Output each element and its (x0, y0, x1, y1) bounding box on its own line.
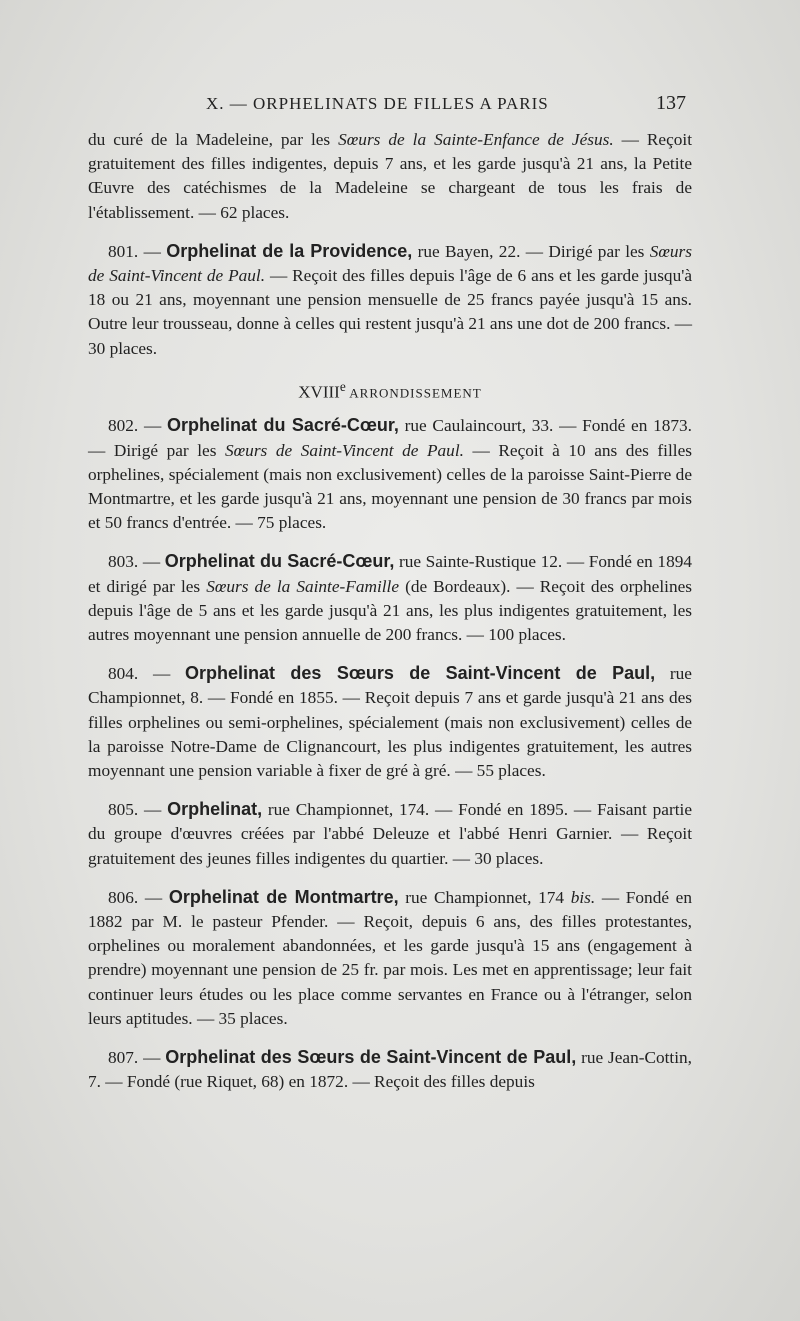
page-header (86, 92, 686, 122)
entry-801 (88, 239, 692, 361)
section-sup: e (339, 378, 346, 394)
entry-806 (88, 885, 692, 1031)
entry-804 (88, 661, 692, 783)
entry-italic: Sœurs de la Sainte-Famille (206, 576, 400, 596)
entry-title: Orphelinat de la Providence, (166, 240, 413, 261)
entry-number: 806. — (108, 887, 169, 907)
entry-text: — Reçoit des filles depuis l'âge de 6 ans et les garde jusqu'à 18 ou 21 ans, moyennant une pension mensuelle de 25 francs payée jusqu'à 15 ans. Outre leur trousseau, donne à celles qui restent jusqu'à 21 ans une dot de 200 francs. — 30 places. (88, 266, 692, 358)
running-title: X. — ORPHELINATS DE FILLES A PARIS (206, 94, 549, 113)
entry-italic: Sœurs de Saint-Vincent de Paul. (88, 241, 692, 286)
entry-number: 804. — (108, 664, 185, 684)
entry-number: 807. — (108, 1048, 166, 1068)
entry-italic: Sœurs de Saint-Vincent de Paul. (225, 440, 464, 460)
section-heading (88, 375, 692, 406)
intro-italic: Sœurs de la Sainte-Enfance de Jésus. (338, 130, 614, 149)
entry-title: Orphelinat du Sacré-Cœur, (167, 415, 399, 436)
intro-paragraph (88, 128, 692, 225)
entry-text: rue Jean-Cottin, 7. — Fondé (rue Riquet, 68) en 1872. — Reçoit des filles depuis (88, 1048, 692, 1092)
entry-number: 801. — (108, 241, 167, 261)
entry-title: Orphelinat, (167, 799, 263, 820)
intro-text-1: du curé de la Madeleine, par les (88, 130, 339, 149)
entry-title: Orphelinat du Sacré-Cœur, (164, 551, 395, 572)
page-body (88, 128, 692, 1108)
entry-text: rue Championnet, 174. — Fondé en 1895. — Faisant partie du groupe d'œuvres créées par l'abbé Deleuze et l'abbé Henri Garnier. — Reçoit gratuitement des jeunes filles indigentes du quartier. — 30 places. (88, 800, 692, 868)
entry-title: Orphelinat de Montmartre, (168, 886, 399, 907)
entry-number: 802. — (108, 416, 168, 436)
section-roman: XVIII (298, 382, 340, 402)
entry-number: 805. — (108, 800, 168, 820)
entry-number: 803. — (108, 552, 165, 572)
entry-title: Orphelinat des Sœurs de Saint-Vincent de Paul, (165, 1047, 577, 1068)
entry-text: rue Bayen, 22. — Dirigé par les (412, 241, 650, 261)
entry-text: — Reçoit à 10 ans des filles orphelines, spécialement (mais non exclusivement) celles de la paroisse Saint-Pierre de Montmartre, et les garde jusqu'à 21 ans, moyennant une pension de 30 francs par mois et 50 francs d'entrée. — 75 places. (88, 440, 692, 533)
entry-802 (88, 413, 692, 535)
entry-text: — Fondé en 1882 par M. le pasteur Pfender. — Reçoit, depuis 6 ans, des filles protestantes, orphelines ou moralement abandonnées, et les garde jusqu'à 15 ans (engagement à prendre) moyennant une pension de 25 fr. par mois. Les met en apprentissage; leur fait continuer leurs études ou les place comme servantes en France ou à l'étranger, selon leurs aptitudes. — 35 places. (88, 887, 692, 1028)
page-number: 137 (656, 92, 686, 114)
entry-italic: bis. (570, 887, 596, 907)
entry-text: rue Caulaincourt, 33. — Fondé en 1873. — Dirigé par les (88, 416, 692, 460)
intro-text-2: — Reçoit gratuitement des filles indigentes, depuis 7 ans, et les garde jusqu'à 21 ans, la Petite Œuvre des catéchismes de la Madeleine se chargeant de tous les frais de l'établissement. — 62 places. (88, 130, 692, 222)
entry-805 (88, 797, 692, 871)
entry-803 (88, 549, 692, 647)
entry-title: Orphelinat des Sœurs de Saint-Vincent de Paul, (184, 663, 656, 684)
entry-text: rue Championnet, 8. — Fondé en 1855. — Reçoit depuis 7 ans et garde jusqu'à 21 ans des filles orphelines ou semi-orphelines, spécialement (mais non exclusivement) celles de la paroisse Notre-Dame de Clignancourt, les plus indigentes gratuitement, les autres moyennant une pension variable à fixer de gré à gré. — 55 places. (88, 664, 692, 780)
entry-text: rue Sainte-Rustique 12. — Fondé en 1894 et dirigé par les (88, 552, 692, 596)
entry-807 (88, 1045, 692, 1094)
entry-text: (de Bordeaux). — Reçoit des orphelines depuis l'âge de 5 ans et les garde jusqu'à 21 ans, les plus indigentes gratuitement, les autres moyennant une pension annuelle de 200 francs. — 100 places. (88, 576, 692, 644)
section-label: ARRONDISSEMENT (345, 385, 482, 401)
entry-text: rue Championnet, 174 (398, 887, 571, 907)
